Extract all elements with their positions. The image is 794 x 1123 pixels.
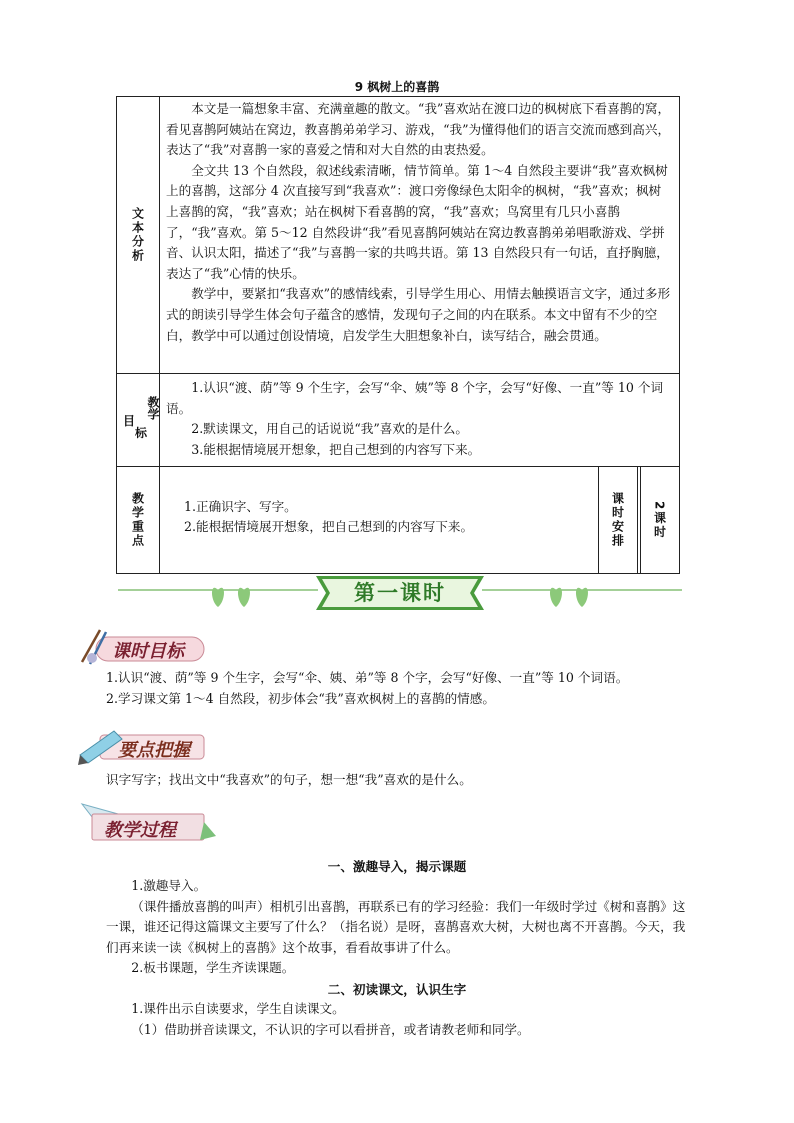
step1-line-2: （课件播放喜鹊的叫声）相机引出喜鹊，再联系已有的学习经验：我们一年级时学过《树和喜鹊》这一课，谁还记得这篇课文主要写了什么？（指名说）是呀，喜鹊喜欢大树，大树也离不开喜鹊。今天，我们再来读一读《枫树上的喜鹊》这个故事，看看故事讲了什么。 <box>106 898 686 955</box>
key-label-cell <box>117 467 160 574</box>
step1-content <box>106 876 692 979</box>
schedule-label-cell <box>599 467 638 574</box>
goal-2: 2.默读课文，用自己的话说说“我”喜欢的是什么。 <box>191 421 468 437</box>
goals-label-cell <box>117 374 160 467</box>
goals-label-a: 目 <box>123 414 136 428</box>
goal-3: 3.能根据情境展开想象，把自己想到的内容写下来。 <box>191 441 481 457</box>
goal-line-2: 2.学习课文第 1～4 自然段，初步体会“我”喜欢枫树上的喜鹊的情感。 <box>106 691 495 706</box>
lesson-banner <box>118 573 682 607</box>
lesson-info-table <box>116 96 680 574</box>
goal-line-1: 1.认识“渡、荫”等 9 个生字，会写“伞、姨、弟”等 8 个字，会写“好像、一直”等 10 个词语。 <box>106 670 629 685</box>
banner-text: 第一课时 <box>354 581 446 605</box>
goal-badge-text: 课时目标 <box>112 641 184 662</box>
step1-title: 一、激趣导入，揭示课题 <box>327 859 467 874</box>
analysis-label-cell <box>117 97 160 374</box>
analysis-para-3: 教学中，要紧扣“我喜欢”的感情线索，引导学生用心、用情去触摸语言文字，通过多形式的朗读引导学生体会句子蕴含的感情，发现句子之间的内在联系。本文中留有不少的空白，教学中可以通过创设情境，启发学生大胆想象补白，读写结合，融会贯通。 <box>166 286 671 343</box>
analysis-content <box>160 97 680 374</box>
goal-1: 1.认识“渡、荫”等 9 个生字，会写“伞、姨”等 8 个字，会写“好像、一直”等 10 个词语。 <box>166 380 664 416</box>
schedule-value: 2课时 <box>652 500 667 540</box>
key-badge <box>78 727 208 765</box>
schedule-label: 课时安排 <box>610 492 625 548</box>
step2-line-1: 1.课件出示自读要求，学生自读课文。 <box>131 1001 345 1016</box>
key-point-2: 2.能根据情境展开想象，把自己想到的内容写下来。 <box>184 519 474 534</box>
schedule-value-cell <box>641 467 680 574</box>
goal-badge <box>78 628 208 666</box>
step2-title: 二、初读课文，认识生字 <box>327 982 467 997</box>
step2-content <box>106 999 692 1040</box>
goals-label-b: 标 <box>135 426 148 440</box>
step1-line-3: 2.板书课题，学生齐读课题。 <box>131 960 295 975</box>
analysis-para-1: 本文是一篇想象丰富、充满童趣的散文。“我”喜欢站在渡口边的枫树底下看喜鹊的窝，看见喜鹊阿姨站在窝边，教喜鹊弟弟学习、游戏，“我”为懂得他们的语言交流而感到高兴，表达了“我”对喜鹊一家的喜爱之情和对大自然的由衷热爱。 <box>166 101 671 158</box>
goals-label-c: 教学 <box>146 396 160 420</box>
key-line: 识字写字；找出文中“我喜欢”的句子，想一想“我”喜欢的是什么。 <box>106 772 472 787</box>
process-badge-text: 教学过程 <box>104 820 176 841</box>
key-point-1: 1.正确识字、写字。 <box>184 499 297 514</box>
key-label: 教学重点 <box>130 492 145 548</box>
page-title: 9 枫树上的喜鹊 <box>354 80 440 94</box>
key-badge-text: 要点把握 <box>118 740 190 761</box>
key-content <box>160 467 599 574</box>
step1-line-1: 1.激趣导入。 <box>131 878 207 893</box>
step2-line-2: （1）借助拼音读课文，不认识的字可以看拼音，或者请教老师和同学。 <box>131 1021 530 1037</box>
analysis-label: 文本分析 <box>130 207 145 263</box>
analysis-para-2: 全文共 13 个自然段，叙述线索清晰，情节简单。第 1～4 自然段主要讲“我”喜欢枫树上的喜鹊，这部分 4 次直接写到“我喜欢”：渡口旁像绿色太阳伞的枫树，“我”喜欢；枫树上喜鹊的窝，“我”喜欢；站在枫树下看喜鹊的窝，“我”喜欢；鸟窝里有几只小喜鹊了，“我”喜欢。第 5～12 自然段讲“我”看见喜鹊阿姨站在窝边教喜鹊弟弟唱歌游戏、学拼音、认识太阳，描述了“我”与喜鹊一家的共鸣共语。第 13 自然段只有一句话，直抒胸臆，表达了“我”心情的快乐。 <box>166 162 669 281</box>
goals-content <box>160 374 680 467</box>
process-badge <box>78 800 218 846</box>
